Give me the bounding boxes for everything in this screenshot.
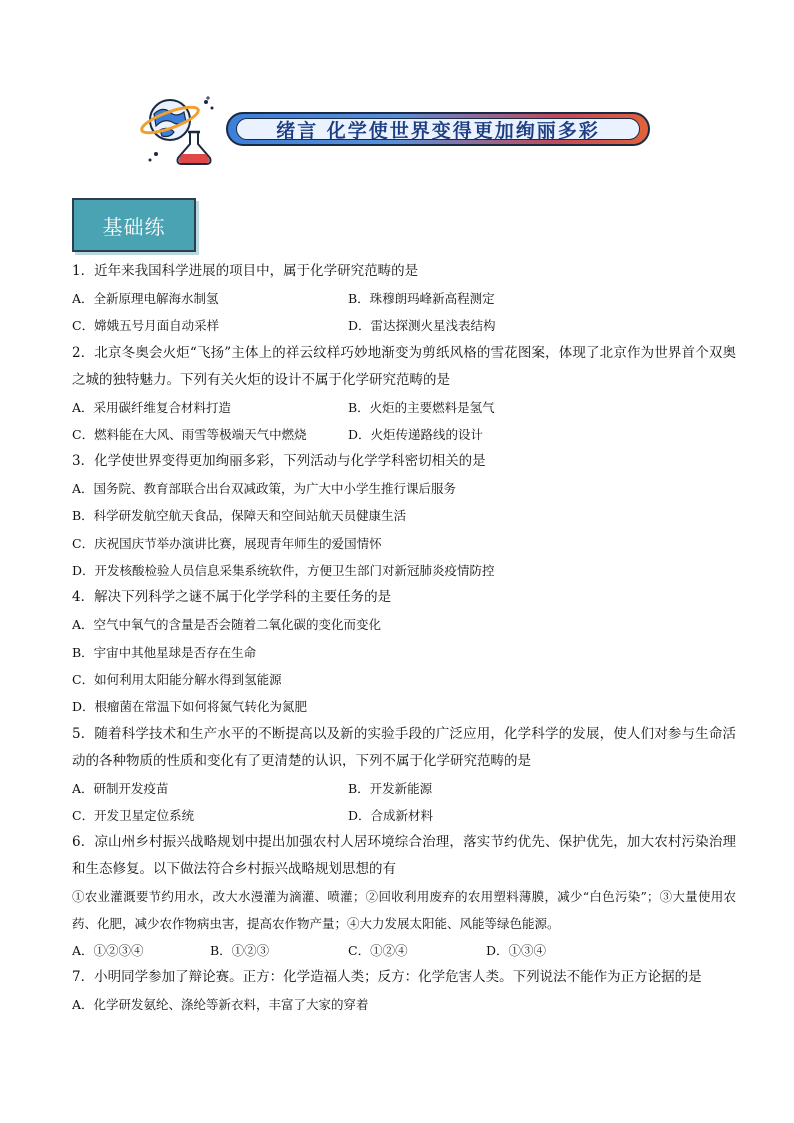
option-b: B．开发新能源 (348, 780, 433, 796)
title-banner-inner (236, 118, 640, 140)
question-stem: 4．解决下列科学之谜不属于化学学科的主要任务的是 (72, 589, 392, 606)
question-3 (72, 448, 736, 584)
option-row (72, 285, 736, 312)
option-c: C．如何利用太阳能分解水得到氢能源 (72, 671, 282, 687)
option-c: C．开发卫星定位系统 (72, 807, 195, 823)
option-b: B．火炬的主要燃料是氢气 (348, 399, 495, 415)
option-a: A．国务院、教育部联合出台双减政策，为广大中小学生推行课后服务 (72, 481, 457, 497)
option-a: A．化学研发氨纶、涤纶等新衣料，丰富了大家的穿着 (72, 997, 369, 1013)
question-stem: 6．凉山州乡村振兴战略规划中提出加强农村人居环境综合治理，落实节约优先、保护优先，加大农村污染治理和生态修复。以下做法符合乡村振兴战略规划思想的有 (72, 834, 736, 878)
option-row (72, 394, 736, 421)
option-row (72, 937, 736, 964)
option-d: D．①③④ (486, 943, 547, 959)
option-a: A．采用碳纤维复合材料打造 (72, 399, 232, 415)
section-tag (72, 198, 196, 252)
question-stem: 1．近年来我国科学进展的项目中，属于化学研究范畴的是 (72, 263, 419, 279)
option-row (72, 421, 736, 448)
option-c: C．燃料能在大风、雨雪等极端天气中燃烧 (72, 426, 307, 442)
question-5 (72, 721, 736, 830)
option-d: D．开发核酸检验人员信息采集系统软件，方便卫生部门对新冠肺炎疫情防控 (72, 563, 495, 579)
question-stem: 7．小明同学参加了辩论赛。正方：化学造福人类；反方：化学危害人类。下列说法不能作为正方论据的是 (72, 969, 702, 986)
option-d: D．根瘤菌在常温下如何将氮气转化为氮肥 (72, 699, 308, 715)
option-row (72, 312, 736, 339)
question-stem: 3．化学使世界变得更加绚丽多彩，下列活动与化学学科密切相关的是 (72, 453, 486, 470)
option-d: D．合成新材料 (348, 807, 434, 823)
option-a: A．全新原理电解海水制氢 (72, 291, 219, 306)
option-row (72, 775, 736, 802)
globe-flask-icon (140, 92, 222, 168)
question-list (72, 258, 736, 1019)
question-stem: 5．随着科学技术和生产水平的不断提高以及新的实验手段的广泛应用，化学科学的发展，使人们对参与生命活动的各种物质的性质和变化有了更清楚的认识，下列不属于化学研究范畴的是 (72, 725, 736, 769)
question-4 (72, 584, 736, 720)
option-a: A．研制开发疫苗 (72, 780, 169, 796)
option-a: A．空气中氧气的含量是否会随着二氧化碳的变化而变化 (72, 617, 382, 633)
question-statement: ①农业灌溉要节约用水，改大水漫灌为滴灌、喷灌；②回收利用废弃的农用塑料薄膜，减少“白色污染”；③大量使用农药、化肥，减少农作物病虫害，提高农作物产量；④大力发展太阳能、风能等绿色能源。 (72, 889, 736, 932)
question-2 (72, 340, 736, 449)
option-b: B．①②③ (210, 943, 270, 959)
option-b: B．宇宙中其他星球是否存在生命 (72, 644, 257, 660)
option-c: C．①②④ (348, 943, 408, 959)
option-row (72, 802, 736, 829)
question-6 (72, 829, 736, 964)
question-stem: 2．北京冬奥会火炬“飞扬”主体上的祥云纹样巧妙地渐变为剪纸风格的雪花图案，体现了北京作为世界首个双奥之城的独特魅力。下列有关火炬的设计不属于化学研究范畴的是 (72, 344, 736, 388)
option-b: B．科学研发航空航天食品，保障天和空间站航天员健康生活 (72, 508, 407, 524)
page-title: 绪言 化学使世界变得更加绚丽多彩 (276, 119, 600, 142)
question-1 (72, 258, 736, 340)
option-d: D．雷达探测火星浅表结构 (348, 318, 496, 334)
option-d: D．火炬传递路线的设计 (348, 426, 484, 442)
option-a: A．①②③④ (72, 943, 144, 959)
option-b: B．珠穆朗玛峰新高程测定 (348, 291, 495, 306)
title-banner (226, 112, 650, 146)
question-7 (72, 964, 736, 1018)
option-c: C．庆祝国庆节举办演讲比赛，展现青年师生的爱国情怀 (72, 535, 382, 551)
section-label: 基础练 (102, 214, 166, 239)
option-c: C．嫦娥五号月面自动采样 (72, 318, 220, 334)
